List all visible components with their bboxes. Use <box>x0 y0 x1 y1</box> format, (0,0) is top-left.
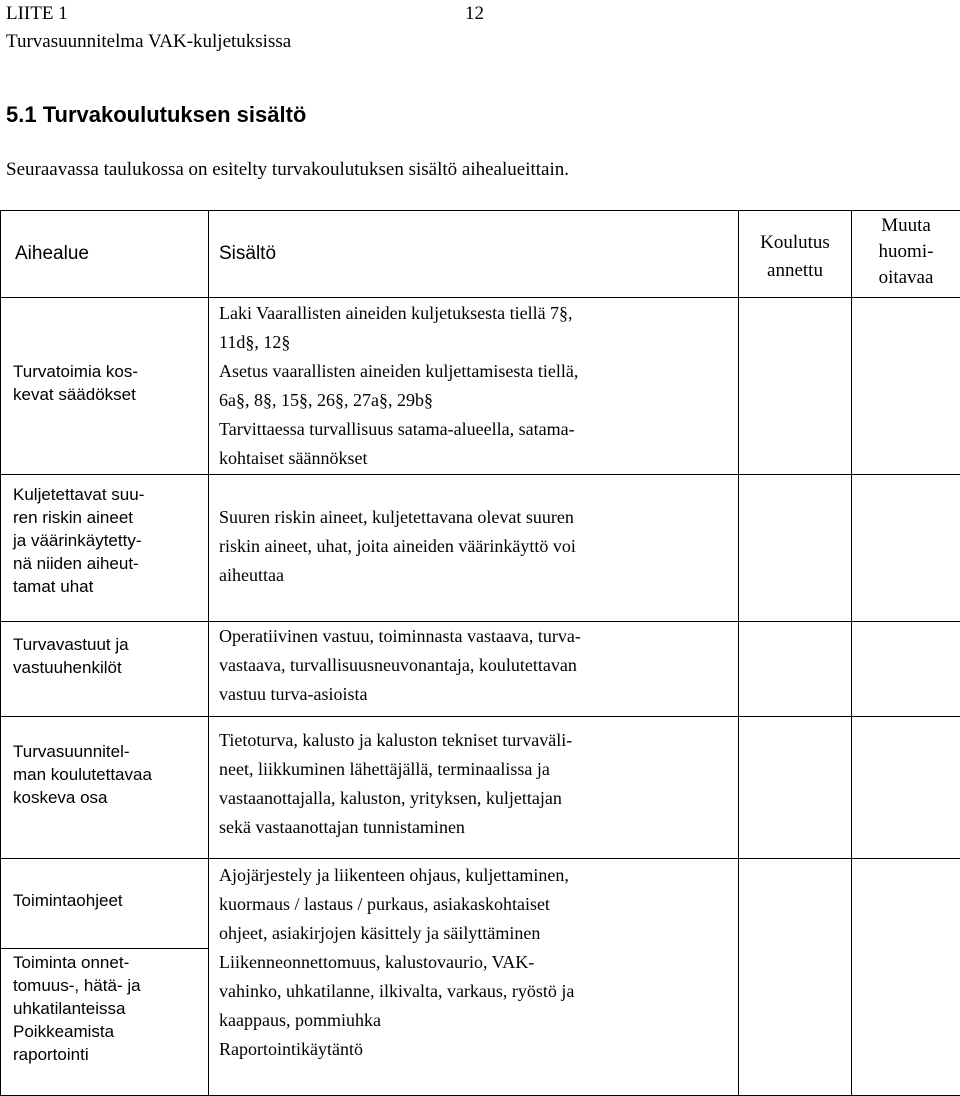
aihealue-line: Kuljetettavat suu- <box>13 483 202 506</box>
page-number: 12 <box>465 2 484 26</box>
sisalto-line: Laki Vaarallisten aineiden kuljetuksesta tiellä 7§, <box>219 299 730 328</box>
column-header-koulutus <box>739 211 852 298</box>
sisalto-line: Tietoturva, kalusto ja kaluston tekniset turvaväli- <box>219 726 730 755</box>
sisalto-line: Operatiivinen vastuu, toiminnasta vastaava, turva- <box>219 622 730 651</box>
aihealue-line: Turvavastuut ja <box>13 633 202 656</box>
sisalto-cell <box>209 717 739 859</box>
sisalto-line: 6a§, 8§, 15§, 26§, 27a§, 29b§ <box>219 386 730 415</box>
aihealue-line: Toiminta onnet- <box>13 951 202 974</box>
sisalto-cell <box>209 298 739 475</box>
column-header-koulutus-line: Koulutus <box>739 229 851 257</box>
aihealue-cell <box>1 298 209 475</box>
document-header-appendix: LIITE 1 <box>6 2 68 26</box>
aihealue-line: kevat säädökset <box>13 383 202 406</box>
column-header-muuta <box>852 211 960 298</box>
column-header-aihealue: Aihealue <box>1 211 209 298</box>
table-row <box>1 298 960 475</box>
column-header-sisalto: Sisältö <box>209 211 739 298</box>
section-heading: 5.1 Turvakoulutuksen sisältö <box>6 100 306 130</box>
aihealue-line: uhkatilanteissa <box>13 997 202 1020</box>
aihealue-line: man koulutettavaa <box>13 763 202 786</box>
sisalto-cell <box>209 859 739 1096</box>
sisalto-line: kaappaus, pommiuhka <box>219 1006 730 1035</box>
document-header-title: Turvasuunnitelma VAK-kuljetuksissa <box>6 30 291 54</box>
sisalto-line: Ajojärjestely ja liikenteen ohjaus, kuljettaminen, <box>219 861 730 890</box>
training-content-table <box>0 210 960 1096</box>
sisalto-line: aiheuttaa <box>219 561 730 590</box>
table-header-row <box>1 211 960 298</box>
sisalto-cell <box>209 475 739 622</box>
aihealue-line: koskeva osa <box>13 786 202 809</box>
aihealue-cell <box>1 475 209 622</box>
sisalto-line: vastuu turva-asioista <box>219 680 730 709</box>
sisalto-line: 11d§, 12§ <box>219 328 730 357</box>
muuta-huomioitavaa-cell <box>852 859 960 1096</box>
muuta-huomioitavaa-cell <box>852 475 960 622</box>
table-row <box>1 622 960 717</box>
aihealue-cell <box>1 717 209 859</box>
sisalto-line: vahinko, uhkatilanne, ilkivalta, varkaus, ryöstö ja <box>219 977 730 1006</box>
sisalto-line: Tarvittaessa turvallisuus satama-alueella, satama- <box>219 415 730 444</box>
sisalto-line: neet, liikkuminen lähettäjällä, terminaalissa ja <box>219 755 730 784</box>
intro-paragraph: Seuraavassa taulukossa on esitelty turvakoulutuksen sisältö aihealueittain. <box>6 158 569 182</box>
sisalto-line: kohtaiset säännökset <box>219 444 730 473</box>
aihealue-line: Toimintaohjeet <box>13 889 202 912</box>
sisalto-line: Liikenneonnettomuus, kalustovaurio, VAK- <box>219 948 730 977</box>
sisalto-line: Raportointikäytäntö <box>219 1035 730 1064</box>
koulutus-annettu-cell <box>739 859 852 1096</box>
muuta-huomioitavaa-cell <box>852 298 960 475</box>
aihealue-line: Poikkeamista <box>13 1020 202 1043</box>
koulutus-annettu-cell <box>739 622 852 717</box>
column-header-koulutus-line: annettu <box>739 257 851 285</box>
table-row <box>1 859 960 949</box>
table-row <box>1 475 960 622</box>
sisalto-line: Asetus vaarallisten aineiden kuljettamisesta tiellä, <box>219 357 730 386</box>
muuta-huomioitavaa-cell <box>852 717 960 859</box>
aihealue-line: vastuuhenkilöt <box>13 656 202 679</box>
sisalto-line: kuormaus / lastaus / purkaus, asiakaskohtaiset <box>219 890 730 919</box>
aihealue-cell <box>1 622 209 717</box>
koulutus-annettu-cell <box>739 717 852 859</box>
sisalto-line: riskin aineet, uhat, joita aineiden väärinkäyttö voi <box>219 532 730 561</box>
aihealue-line: ja väärinkäytetty- <box>13 529 202 552</box>
sisalto-line: ohjeet, asiakirjojen käsittely ja säilyttäminen <box>219 919 730 948</box>
muuta-huomioitavaa-cell <box>852 622 960 717</box>
aihealue-line: ren riskin aineet <box>13 506 202 529</box>
sisalto-cell <box>209 622 739 717</box>
column-header-muuta-line: oitavaa <box>852 265 960 291</box>
koulutus-annettu-cell <box>739 475 852 622</box>
koulutus-annettu-cell <box>739 298 852 475</box>
aihealue-line: tomuus-, hätä- ja <box>13 974 202 997</box>
aihealue-line: raportointi <box>13 1043 202 1066</box>
table-row <box>1 717 960 859</box>
sisalto-line: Suuren riskin aineet, kuljetettavana olevat suuren <box>219 503 730 532</box>
aihealue-cell <box>1 859 209 949</box>
aihealue-cell <box>1 949 209 1096</box>
aihealue-line: nä niiden aiheut- <box>13 552 202 575</box>
sisalto-line: vastaava, turvallisuusneuvonantaja, koulutettavan <box>219 651 730 680</box>
sisalto-line: vastaanottajalla, kaluston, yrityksen, kuljettajan <box>219 784 730 813</box>
aihealue-line: tamat uhat <box>13 575 202 598</box>
sisalto-line: sekä vastaanottajan tunnistaminen <box>219 813 730 842</box>
aihealue-line: Turvatoimia kos- <box>13 360 202 383</box>
aihealue-line: Turvasuunnitel- <box>13 740 202 763</box>
column-header-muuta-line: huomi- <box>852 239 960 265</box>
column-header-muuta-line: Muuta <box>852 213 960 239</box>
